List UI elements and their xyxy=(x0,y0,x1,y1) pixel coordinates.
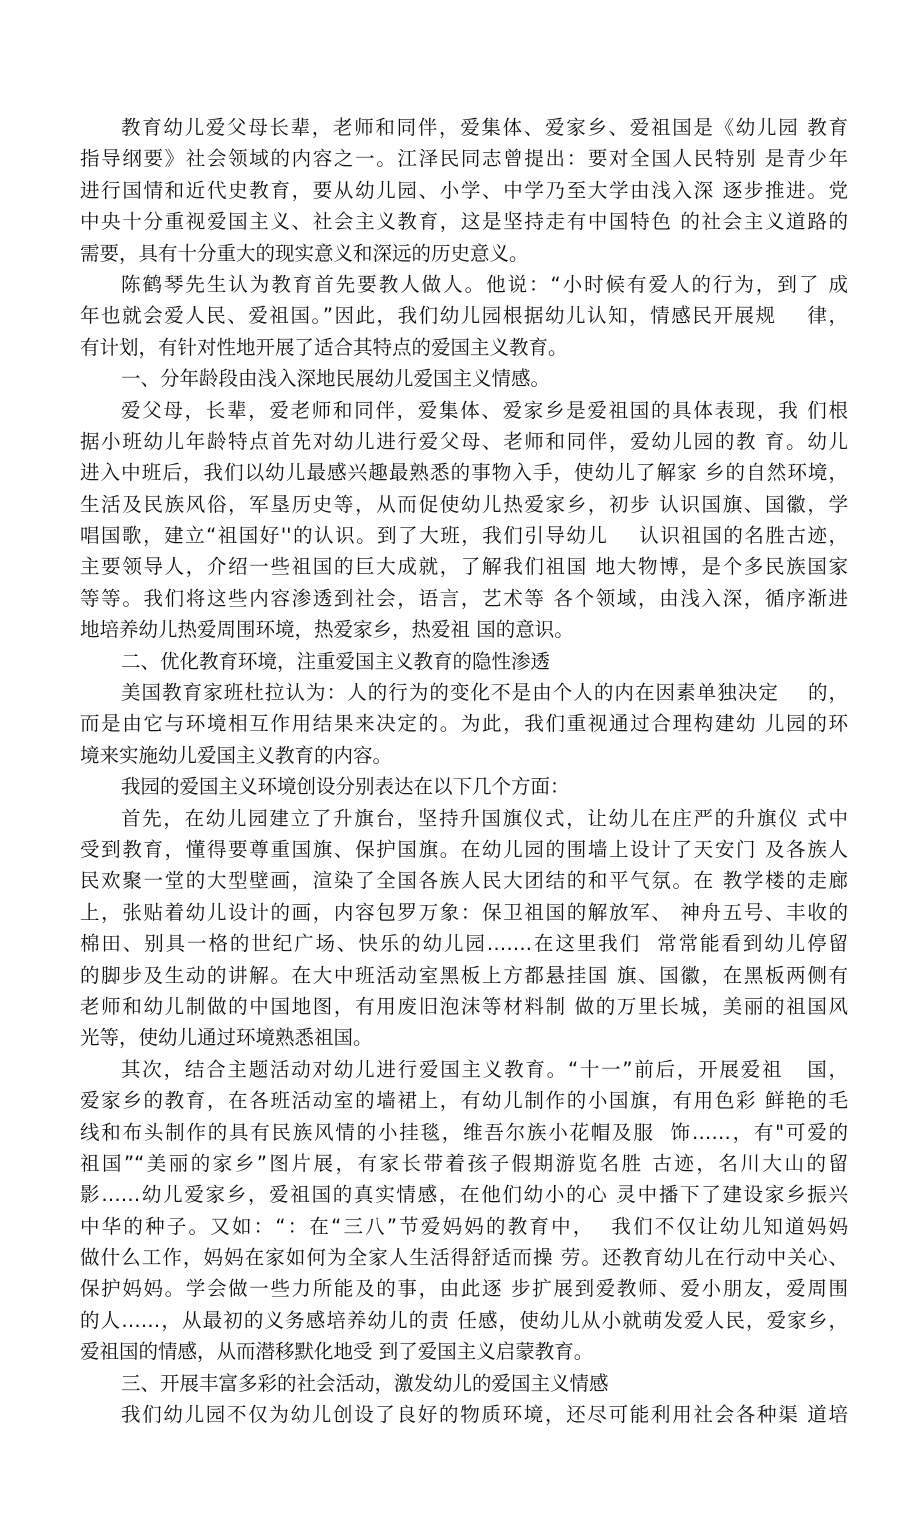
paragraph xyxy=(80,677,848,771)
text-line: 的脚步及生动的讲解。在大中班活动室黑板上方都悬挂国 旗、国徽，在黑板两侧有 xyxy=(80,963,848,987)
paragraph xyxy=(80,395,848,646)
paragraph xyxy=(80,1054,848,1368)
text-line: 中华的种子。又如：“：在“三八”节爱妈妈的教育中， 我们不仅让幼儿知道妈妈 xyxy=(80,1214,848,1238)
text-line: 爱祖国的情感，从而潜移默化地受 到了爱国主义启蒙教育。 xyxy=(80,1340,594,1364)
text-line: 光等，使幼儿通过环境熟悉祖国。 xyxy=(80,1026,373,1050)
text-line: 保护妈妈。学会做一些力所能及的事，由此逐 步扩展到爱教师、爱小朋友，爱周围 xyxy=(80,1277,848,1301)
text-line: 的人……，从最初的义务感培养幼儿的责 任感，使幼儿从小就萌发爱人民，爱家乡， xyxy=(80,1308,848,1332)
section-heading xyxy=(80,771,848,802)
section-heading xyxy=(80,363,848,394)
text-line: 做什么工作，妈妈在家如何为全家人生活得舒适而操 劳。还教育幼儿在行动中关心、 xyxy=(80,1246,848,1270)
document-page xyxy=(80,112,848,1430)
text-line: 等等。我们将这些内容渗透到社会，语言，艺术等 各个领域，由浅入深，循序渐进 xyxy=(80,586,848,610)
text-line: 二、优化教育环境，注重爱国主义教育的隐性渗透 xyxy=(121,649,551,673)
text-line: 一、分年龄段由浅入深地民展幼儿爱国主义情感。 xyxy=(121,367,551,391)
text-line: 受到教育，懂得要尊重国旗、保护国旗。在幼儿园的围墙上设计了天安门 及各族人 xyxy=(80,837,848,861)
text-line: 民欢聚一堂的大型壁画，渲染了全国各族人民大团结的和平气氛。在 教学楼的走廊 xyxy=(80,869,848,893)
text-line: 指导纲要》社会领域的内容之一。江泽民同志曾提出：要对全国人民特别 是青少年 xyxy=(80,147,848,171)
text-line: 棉田、别具一格的世纪广场、快乐的幼儿园…….在这里我们 常常能看到幼儿停留 xyxy=(80,932,848,956)
text-line: 祖国”“美丽的家乡”图片展，有家长带着孩子假期游览名胜 古迹，名川大山的留 xyxy=(80,1151,848,1175)
text-line: 老师和幼儿制做的中国地图，有用废旧泡沫等材料制 做的万里长城，美丽的祖国风 xyxy=(80,994,848,1018)
text-line: 教育幼儿爱父母长辈，老师和同伴，爱集体、爱家乡、爱祖国是《幼儿园 教育 xyxy=(121,116,848,139)
text-line: 而是由它与环境相互作用结果来决定的。为此，我们重视通过合理构建幼 儿园的环 xyxy=(80,712,848,736)
text-line: 上，张贴着幼儿设计的画，内容包罗万象：保卫祖国的解放军、 神舟五号、丰收的 xyxy=(80,900,848,924)
text-line: 进入中班后，我们以幼儿最感兴趣最熟悉的事物入手，使幼儿了解家 乡的自然环境， xyxy=(80,461,848,485)
text-line: 线和布头制作的具有民族风情的小挂毯，维吾尔族小花帽及服 饰……，有"可爱的 xyxy=(80,1120,848,1144)
paragraph xyxy=(80,1399,848,1430)
text-line: 爱家乡的教育，在各班活动室的墙裙上，有幼儿制作的小国旗，有用色彩 鲜艳的毛 xyxy=(80,1089,848,1113)
text-line: 地培养幼儿热爱周围环境，热爱家乡，热爱祖 国的意识。 xyxy=(80,618,574,642)
text-line: 首先，在幼儿园建立了升旗台，坚持升国旗仪式，让幼儿在庄严的升旗仪 式中 xyxy=(121,806,848,830)
text-line: 中央十分重视爱国主义、社会主义教育，这是坚持走有中国特色 的社会主义道路的 xyxy=(80,210,848,234)
text-line: 唱国歌，建立“祖国好''的认识。到了大班，我们引导幼儿 认识祖国的名胜古迹， xyxy=(80,524,848,548)
text-line: 爱父母，长辈，爱老师和同伴，爱集体、爱家乡是爱祖国的具体表现，我 们根 xyxy=(121,398,848,422)
text-line: 年也就会爱人民、爱祖国。”因此，我们幼儿园根据幼儿认知，情感民开展规 律， xyxy=(80,304,848,328)
text-line: 生活及民族风俗，军垦历史等，从而促使幼儿热爱家乡，初步 认识国旗、国徽，学 xyxy=(80,492,848,516)
text-line: 境来实施幼儿爱国主义教育的内容。 xyxy=(80,743,393,767)
section-heading xyxy=(80,646,848,677)
text-line: 其次，结合主题活动对幼儿进行爱国主义教育。“十一”前后，开展爱祖 国， xyxy=(121,1057,848,1081)
text-line: 三、开展丰富多彩的社会活动，激发幼儿的爱国主义情感 xyxy=(121,1371,609,1395)
text-line: 需要，具有十分重大的现实意义和深远的历史意义。 xyxy=(80,241,529,265)
text-line: 影……幼儿爱家乡，爱祖国的真实情感，在他们幼小的心 灵中播下了建设家乡振兴 xyxy=(80,1183,848,1207)
paragraph xyxy=(80,803,848,1054)
text-line: 我园的爱国主义环境创设分别表达在以下几个方面： xyxy=(121,775,570,799)
text-line: 美国教育家班杜拉认为：人的行为的变化不是由个人的内在因素单独决定 的， xyxy=(121,681,848,705)
text-line: 有计划，有针对性地开展了适合其特点的爱国主义教育。 xyxy=(80,335,568,359)
text-line: 主要领导人，介绍一些祖国的巨大成就，了解我们祖国 地大物博，是个多民族国家 xyxy=(80,555,848,579)
paragraph xyxy=(80,269,848,363)
text-line: 陈鹤琴先生认为教育首先要教人做人。他说：“小时候有爱人的行为，到了 成 xyxy=(121,272,848,296)
section-heading xyxy=(80,1368,848,1399)
text-line: 进行国情和近代史教育，要从幼儿园、小学、中学乃至大学由浅入深 逐步推进。党 xyxy=(80,178,848,202)
text-line: 我们幼儿园不仅为幼儿创设了良好的物质环境，还尽可能利用社会各种渠 道培 xyxy=(121,1403,848,1427)
paragraph xyxy=(80,112,848,269)
text-line: 据小班幼儿年龄特点首先对幼儿进行爱父母、老师和同伴，爱幼儿园的教 育。幼儿 xyxy=(80,429,848,453)
